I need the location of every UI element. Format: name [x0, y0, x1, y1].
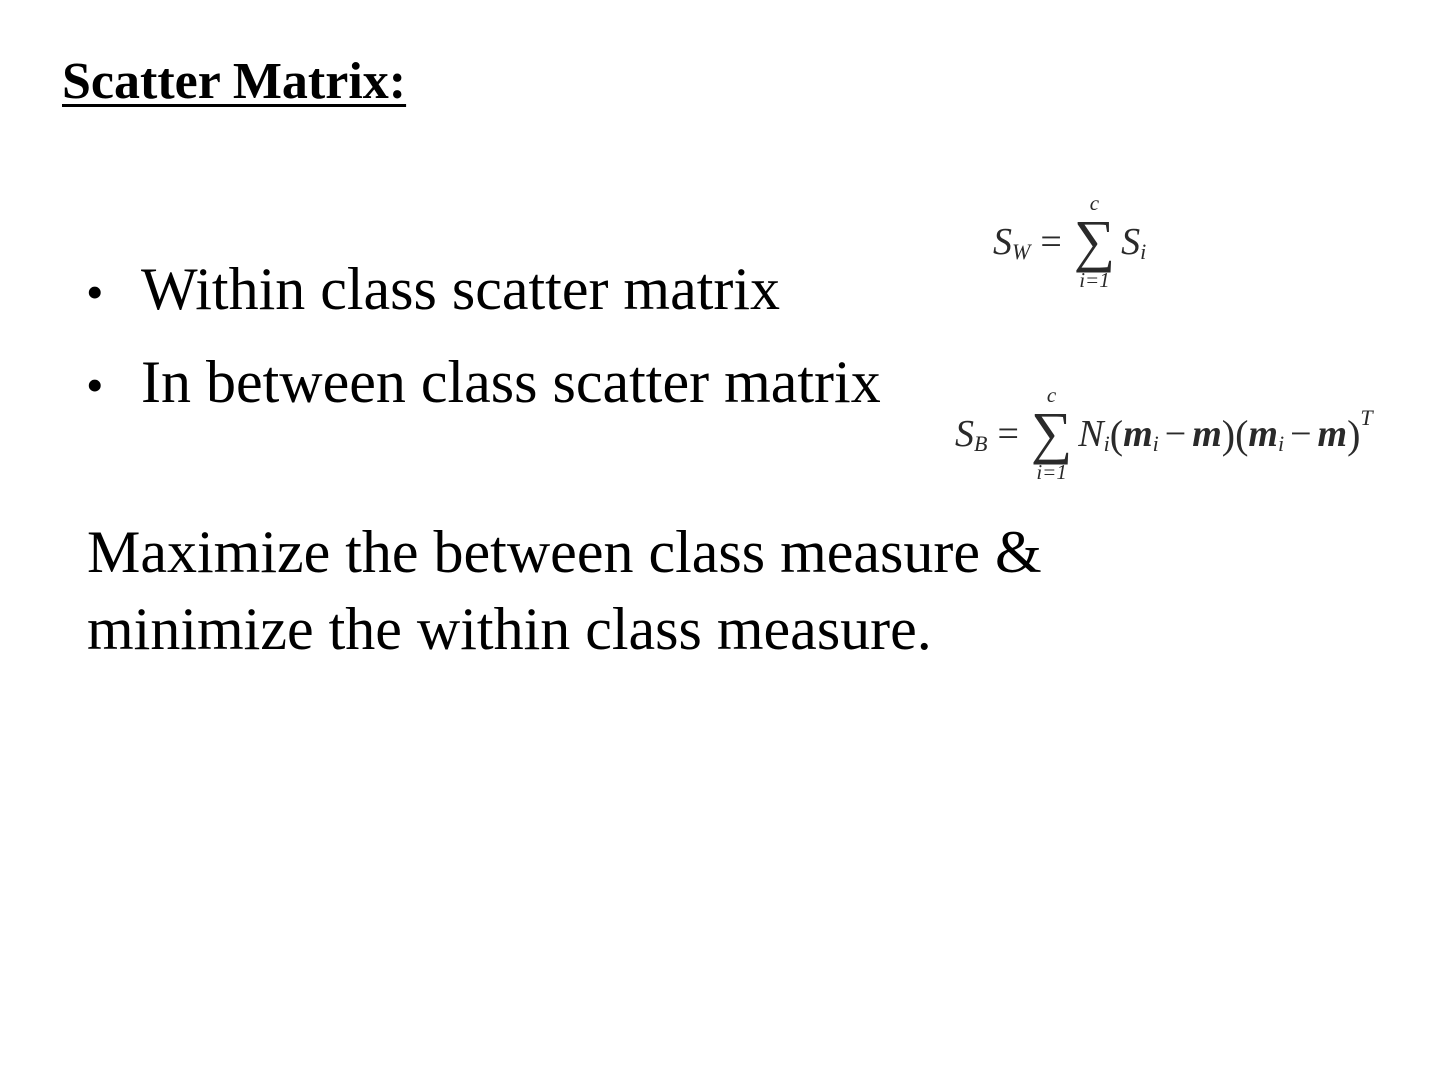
formula-subscript: W: [1012, 239, 1031, 264]
slide-title: Scatter Matrix:: [62, 53, 407, 110]
sigma-icon: ∑: [1073, 208, 1116, 273]
summation: [1031, 384, 1072, 484]
formula-symbol: S: [993, 221, 1012, 263]
bullet-dot-icon: •: [86, 357, 104, 413]
formula-mean-vector: m: [1248, 413, 1278, 455]
bullet-item-within: [86, 244, 881, 337]
between-class-formula: [955, 378, 1373, 490]
formula-paren: (: [1235, 411, 1249, 457]
bullet-dot-icon: •: [86, 264, 104, 320]
formula-mean-vector: m: [1317, 413, 1348, 455]
formula-subscript: i: [1277, 431, 1285, 456]
formula-subscript: i: [1140, 239, 1147, 264]
formula-subscript: i: [1152, 431, 1159, 456]
formula-minus: −: [1164, 413, 1187, 455]
formula-subscript: i: [1103, 431, 1110, 456]
formula-paren: ): [1221, 411, 1236, 457]
sum-upper-limit: c: [1089, 191, 1100, 215]
sum-upper-limit: c: [1046, 383, 1057, 407]
sum-lower-limit: i=1: [1079, 268, 1110, 292]
formula-paren: ): [1347, 411, 1361, 457]
formula-subscript: B: [974, 431, 988, 456]
formula-equals: =: [1040, 221, 1062, 263]
summation: [1074, 192, 1115, 292]
formula-mean-vector: m: [1192, 413, 1222, 455]
formula-paren: (: [1109, 411, 1124, 457]
summary-text: [87, 514, 1187, 668]
summary-line: Maximize the between class measure &: [87, 519, 1042, 585]
formula-superscript: T: [1360, 405, 1373, 430]
bullet-list: [86, 244, 881, 430]
formula-symbol: S: [955, 413, 974, 455]
formula-equals: =: [997, 413, 1019, 455]
formula-symbol: N: [1078, 413, 1104, 455]
formula-minus: −: [1290, 413, 1312, 455]
summary-line: minimize the within class measure.: [87, 596, 932, 662]
bullet-text: In between class scatter matrix: [141, 349, 881, 415]
bullet-text: Within class scatter matrix: [141, 256, 781, 322]
formula-symbol: S: [1121, 221, 1141, 263]
bullet-item-between: [86, 337, 881, 430]
sigma-icon: ∑: [1030, 400, 1073, 465]
sum-lower-limit: i=1: [1036, 460, 1067, 484]
formula-mean-vector: m: [1123, 413, 1153, 455]
within-class-formula: [993, 186, 1146, 298]
